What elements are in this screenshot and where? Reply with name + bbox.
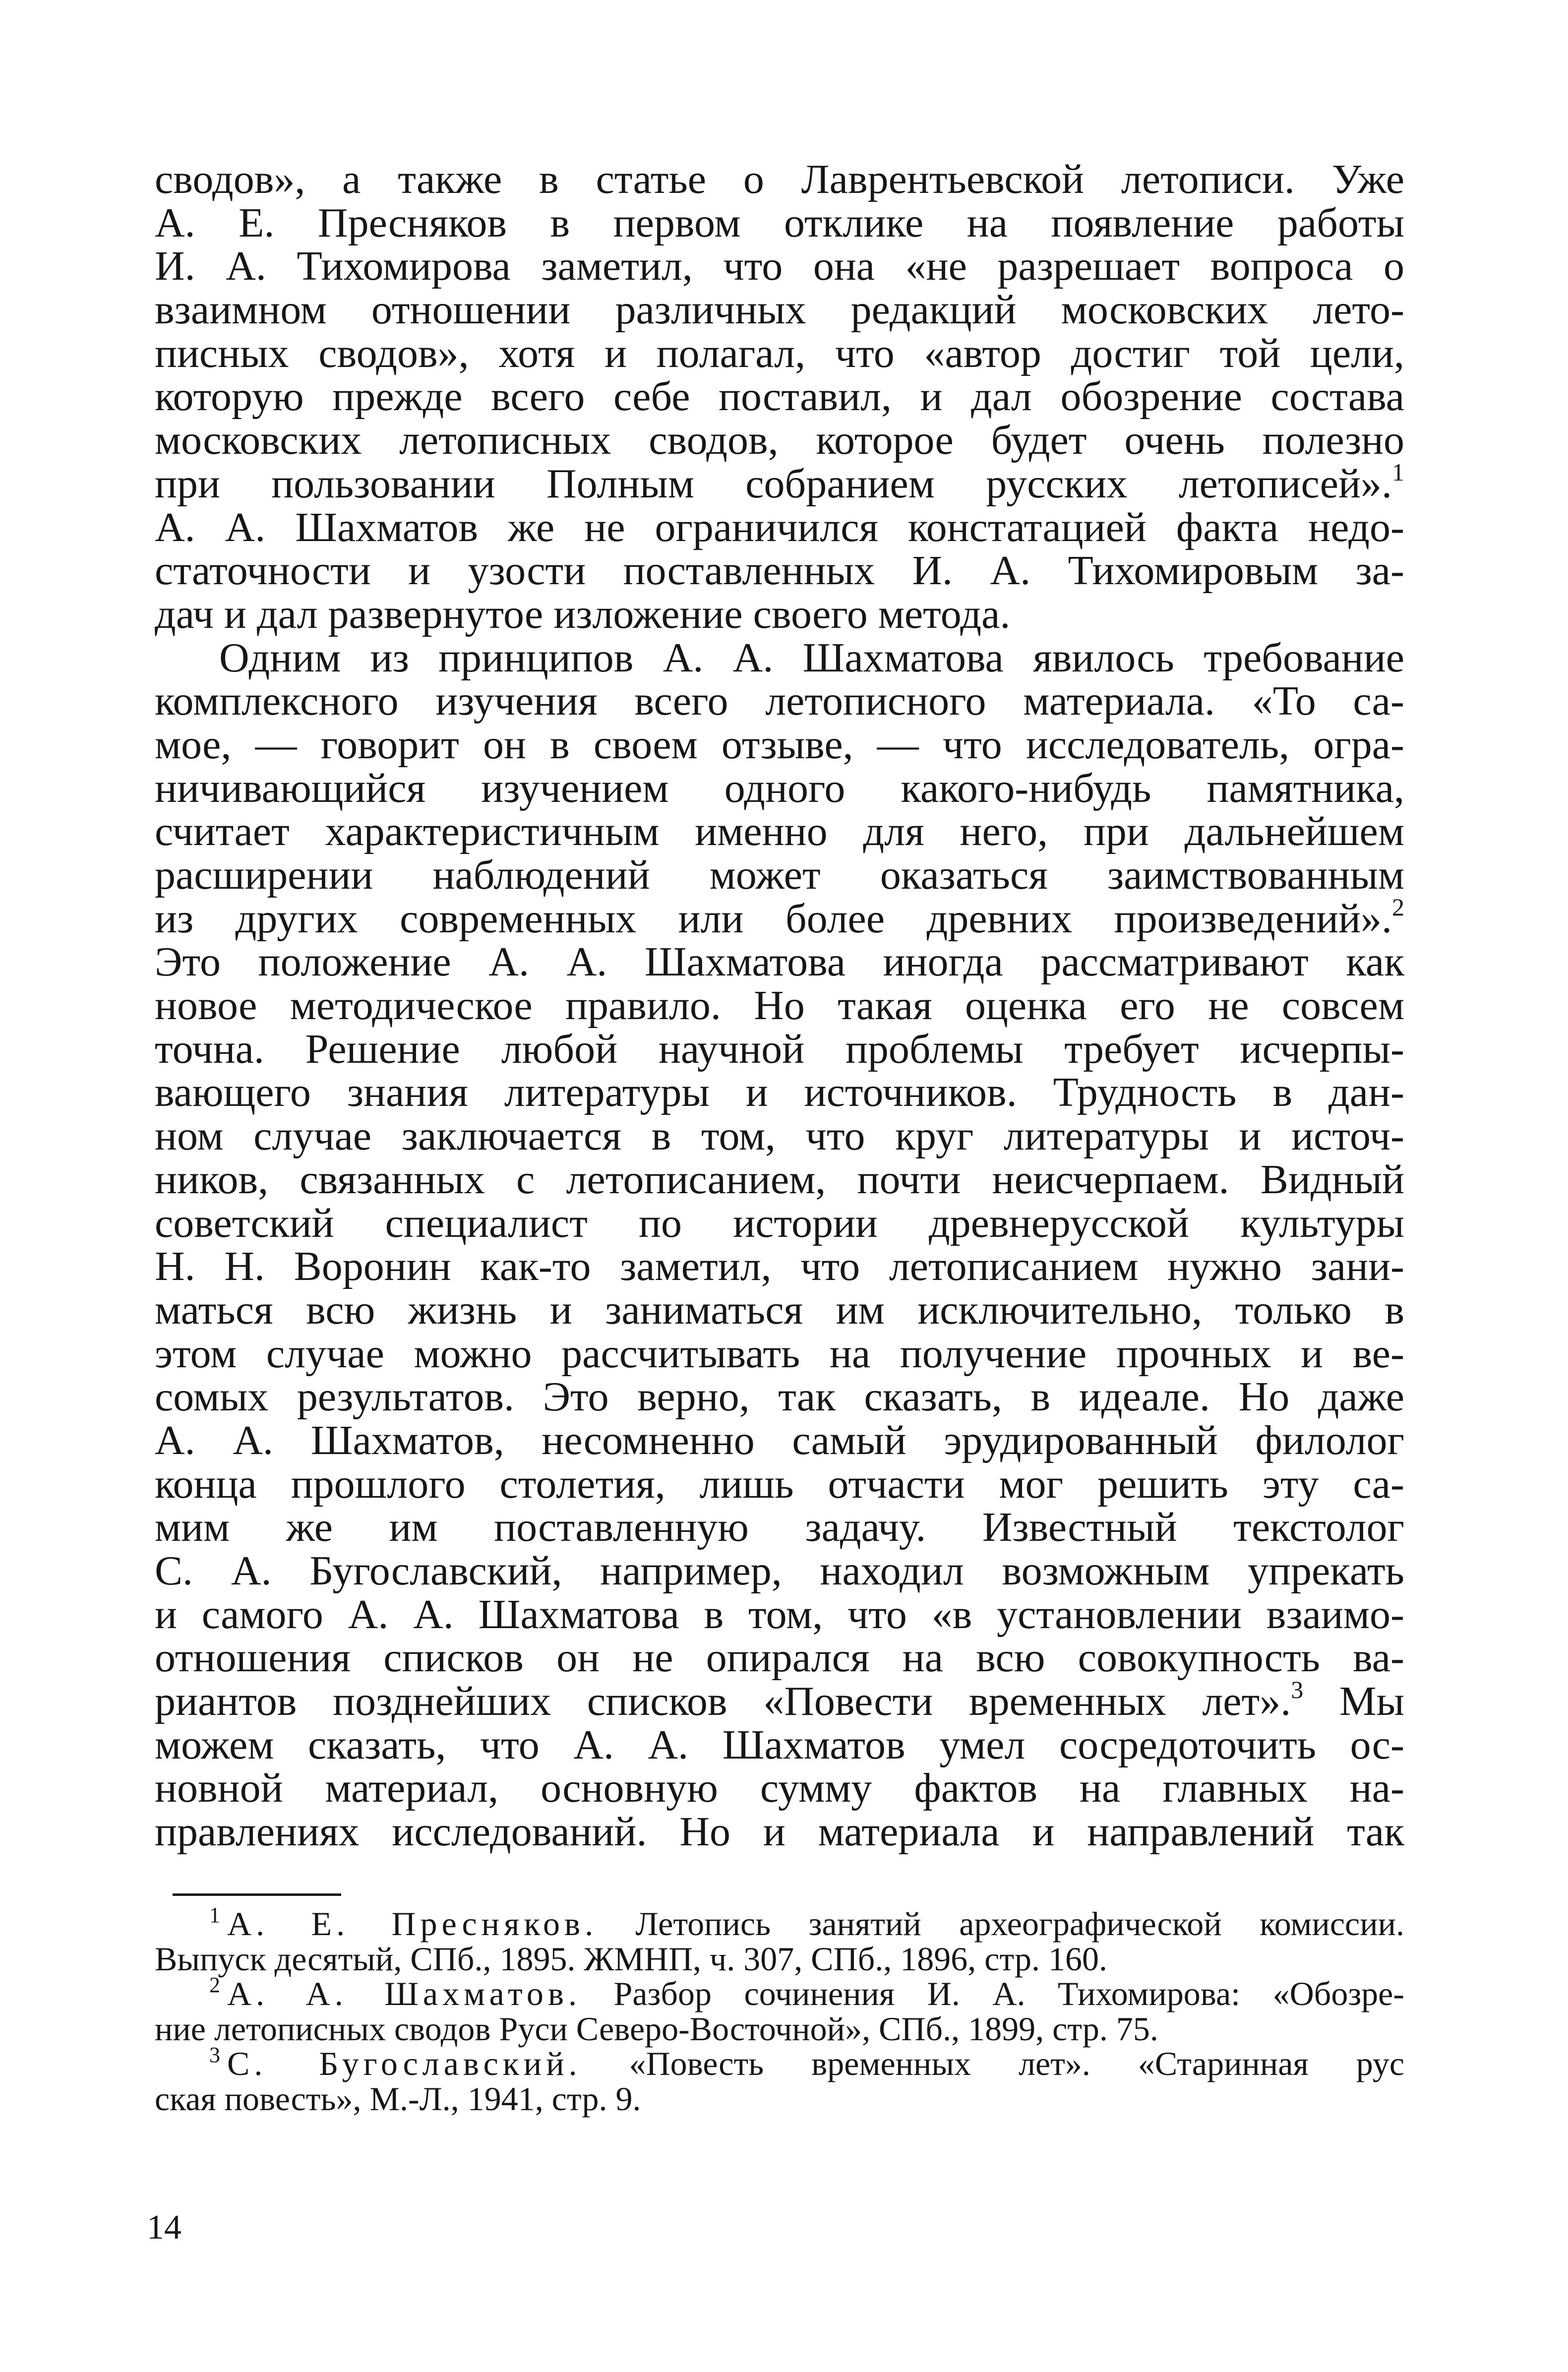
text-line: ном случае заключается в том, что круг литературы и источ- — [155, 1113, 1404, 1159]
text-line: взаимном отношении различных редакций московских лето- — [155, 287, 1404, 333]
text-line: маться всю жизнь и заниматься им исключительно, только в — [155, 1286, 1404, 1333]
footnote-number: 3 — [209, 2043, 220, 2067]
text-line: писных сводов», хотя и полагал, что «автор достиг той цели, — [155, 330, 1404, 376]
text-line: Н. Н. Воронин как-то заметил, что летописанием нужно зани- — [155, 1243, 1404, 1290]
footnote-number: 1 — [209, 1903, 220, 1927]
text-line: новое методическое правило. Но такая оценка его не совсем — [155, 982, 1404, 1029]
footnote-line: ская повесть», М.-Л., 1941, стр. 9. — [155, 2079, 641, 2118]
text-line: конца прошлого столетия, лишь отчасти мог решить эту са- — [155, 1460, 1404, 1507]
text-line: мое, — говорит он в своем отзыве, — что исследователь, огра- — [155, 721, 1404, 768]
text-line: ников, связанных с летописанием, почти неисчерпаем. Видный — [155, 1156, 1404, 1203]
text-line: статочности и узости поставленных И. А. Тихомировым за- — [155, 547, 1404, 594]
text-line: отношения списков он не опирался на всю совокупность ва- — [155, 1635, 1404, 1681]
text-line: сомых результатов. Это верно, так сказать, в идеале. Но даже — [155, 1374, 1404, 1420]
footnote-line: $^2$ А. А. Шахматов. Разбор сочинения И. А. Тихомирова: «Обозре- — [209, 1973, 1404, 2012]
footnote-author: А. А. Шахматов. — [227, 1975, 581, 2012]
text-line: мим же им поставленную задачу. Известный текстолог — [155, 1504, 1404, 1551]
footnote-ref: 1 — [1392, 458, 1404, 486]
footnotes — [155, 1903, 1404, 2118]
text-line: вающего знания литературы и источников. Трудность в дан- — [155, 1069, 1404, 1116]
text-line: А. А. Шахматов, несомненно самый эрудированный филолог — [155, 1417, 1404, 1463]
main-text — [155, 158, 1404, 1854]
footnote-line: $^1$ А. Е. Пресняков. Летопись занятий археографической комиссии. — [209, 1903, 1404, 1943]
text-line: Одним из принципов А. А. Шахматова явилось требование — [219, 634, 1404, 681]
footnote-line: Выпуск десятый, СПб., 1895. ЖМНП, ч. 307, СПб., 1896, стр. 160. — [155, 1940, 1108, 1978]
text-line: риантов позднейших списков «Повести временных лет».$^3$ Мы — [155, 1676, 1404, 1725]
text-line: дач и дал развернутое изложение своего метода. — [155, 591, 1011, 637]
footnote-ref: 3 — [1291, 1676, 1304, 1704]
text-line: советский специалист по истории древнерусской культуры — [155, 1200, 1404, 1246]
text-line: сводов», а также в статье о Лаврентьевской летописи. Уже — [155, 156, 1404, 202]
text-line: и самого А. А. Шахматова в том, что «в установлении взаимо- — [155, 1591, 1404, 1638]
text-line: этом случае можно рассчитывать на получение прочных и ве- — [155, 1330, 1404, 1377]
text-line: московских летописных сводов, которое будет очень полезно — [155, 417, 1404, 464]
page-number: 14 — [147, 2208, 181, 2247]
footnote-line: $^3$ С. Бугославский. «Повесть временных лет». «Старинная рус — [209, 2043, 1404, 2082]
text-line: И. А. Тихомирова заметил, что она «не разрешает вопроса о — [155, 243, 1404, 290]
text-line: А. А. Шахматов же не ограничился констатацией факта недо- — [155, 504, 1404, 550]
footnote-separator — [173, 1893, 341, 1896]
text-line: из других современных или более древних произведений».$^2$ — [155, 893, 1404, 942]
footnote-ref: 2 — [1392, 893, 1404, 921]
footnote-author: А. Е. Пресняков. — [227, 1905, 598, 1943]
text-line: ничивающийся изучением одного какого-нибудь памятника, — [155, 765, 1404, 811]
text-line: расширении наблюдений может оказаться заимствованным — [155, 852, 1404, 898]
text-line: при пользовании Полным собранием русских летописей».$^1$ — [155, 458, 1404, 507]
footnote-author: С. Бугославский. — [227, 2045, 582, 2082]
footnote-line: ние летописных сводов Руси Северо-Восточной», СПб., 1899, стр. 75. — [155, 2009, 1158, 2048]
text-line: комплексного изучения всего летописного материала. «То са- — [155, 678, 1404, 725]
text-line: А. Е. Пресняков в первом отклике на появление работы — [155, 199, 1404, 246]
text-line: точна. Решение любой научной проблемы требует исчерпы- — [155, 1026, 1404, 1072]
text-line: новной материал, основную сумму фактов на главных на- — [155, 1765, 1404, 1812]
text-line: правлениях исследований. Но и материала и направлений так — [155, 1809, 1404, 1855]
text-line: можем сказать, что А. А. Шахматов умел сосредоточить ос- — [155, 1721, 1404, 1768]
footnote-number: 2 — [209, 1973, 220, 1997]
text-line: считает характеристичным именно для него, при дальнейшем — [155, 808, 1404, 855]
text-line: которую прежде всего себе поставил, и дал обозрение состава — [155, 373, 1404, 420]
text-line: Это положение А. А. Шахматова иногда рассматривают как — [155, 939, 1404, 985]
text-line: С. А. Бугославский, например, находил возможным упрекать — [155, 1548, 1404, 1594]
